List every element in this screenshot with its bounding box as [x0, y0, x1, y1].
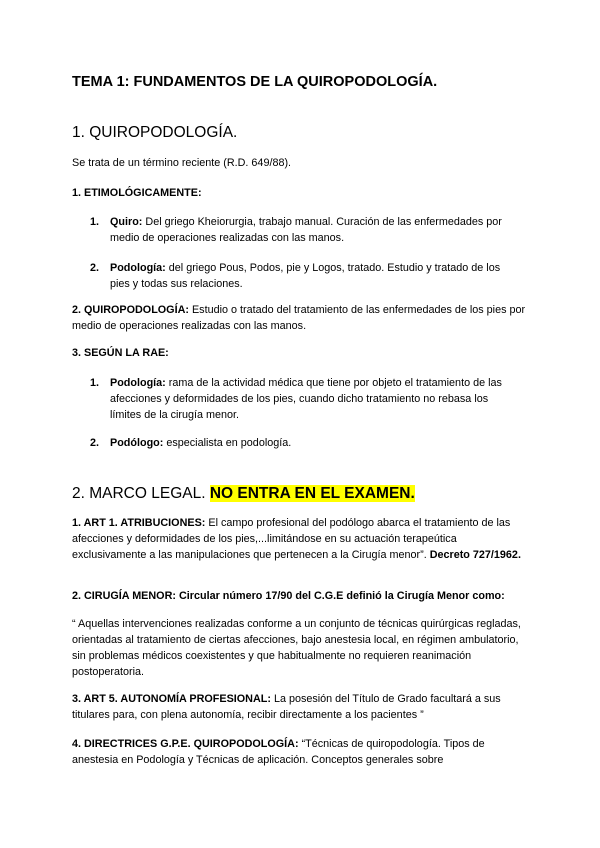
definition: especialista en podología.: [163, 437, 292, 449]
list-number: 1.: [90, 216, 100, 228]
list-number: 2.: [90, 262, 100, 274]
definition: La posesión del Título de Grado facultará a sus titulares para, con plena autonomía, recibir directamente a los pacientes ”: [72, 693, 501, 721]
rae-item-podologo: [90, 435, 522, 451]
etimo-item-quiro: [90, 214, 522, 246]
term: 4. DIRECTRICES G.P.E. QUIROPODOLOGÍA:: [72, 738, 299, 750]
decree-reference: Decreto 727/1962.: [429, 549, 521, 561]
definition: rama de la actividad médica que tiene por objeto el tratamiento de las afecciones y deformidades de los pies, cuando dicho tratamiento no rebasa los límites de la cirugía menor.: [110, 377, 502, 421]
art5-autonomia: [72, 691, 532, 723]
quiropodologia-definition: [72, 302, 532, 334]
term: Podólogo:: [110, 437, 164, 449]
list-number: 1.: [90, 377, 100, 389]
definition: El campo profesional del podólogo abarca el tratamiento de las afecciones y deformidades de los pies,...limitándose en su actuación terapeútica exclusivamente a las manipulaciones que pertenecen a la Cirugía menor”.: [72, 517, 511, 561]
section-2-heading-text: 2. MARCO LEGAL.: [72, 485, 210, 502]
rae-item-podologia: [90, 375, 522, 423]
rae-heading: 3. SEGÚN LA RAE:: [72, 347, 169, 359]
definition: “Técnicas de quiropodología. Tipos de anestesia en Podología y Técnicas de aplicación. Conceptos generales sobre: [72, 738, 485, 766]
definition: del griego Pous, Podos, pie y Logos, tratado. Estudio y tratado de los pies y todas sus relaciones.: [110, 262, 501, 290]
directrices-gpe: [72, 736, 532, 768]
term: 2. QUIROPODOLOGÍA:: [72, 304, 189, 316]
definition: Del griego Kheiorurgia, trabajo manual. Curación de las enfermedades por medio de operaciones realizadas con las manos.: [110, 216, 502, 244]
document-title: TEMA 1: FUNDAMENTOS DE LA QUIROPODOLOGÍA.: [72, 74, 438, 90]
cirugia-menor-heading: 2. CIRUGÍA MENOR: Circular número 17/90 del C.G.E definió la Cirugía Menor como:: [72, 590, 505, 602]
etimologicamente-heading: 1. ETIMOLÓGICAMENTE:: [72, 187, 202, 199]
art1-atribuciones: [72, 515, 532, 563]
exam-note-highlight: NO ENTRA EN EL EXAMEN.: [209, 485, 415, 502]
cirugia-menor-quote: “ Aquellas intervenciones realizadas conforme a un conjunto de técnicas quirúrgicas regladas, orientadas al tratamiento de ciertas afecciones, bajo anestesia local, en régimen ambulatorio, sin problemas médicos coexistentes y que habitualmente no requieren reanimación postoperatoria.: [72, 618, 521, 678]
section-1-heading: 1. QUIROPODOLOGÍA.: [72, 124, 238, 141]
definition: Estudio o tratado del tratamiento de las enfermedades de los pies por medio de operaciones realizadas con las manos.: [72, 304, 526, 332]
section-1-intro: Se trata de un término reciente (R.D. 649/88).: [72, 157, 292, 169]
term: Podología:: [110, 262, 166, 274]
list-number: 2.: [90, 437, 100, 449]
term: 3. ART 5. AUTONOMÍA PROFESIONAL:: [72, 693, 271, 705]
etimo-item-podologia: [90, 260, 522, 292]
term: Podología:: [110, 377, 166, 389]
term: 1. ART 1. ATRIBUCIONES:: [72, 517, 206, 529]
section-2-heading: [72, 485, 415, 503]
term: Quiro:: [110, 216, 143, 228]
